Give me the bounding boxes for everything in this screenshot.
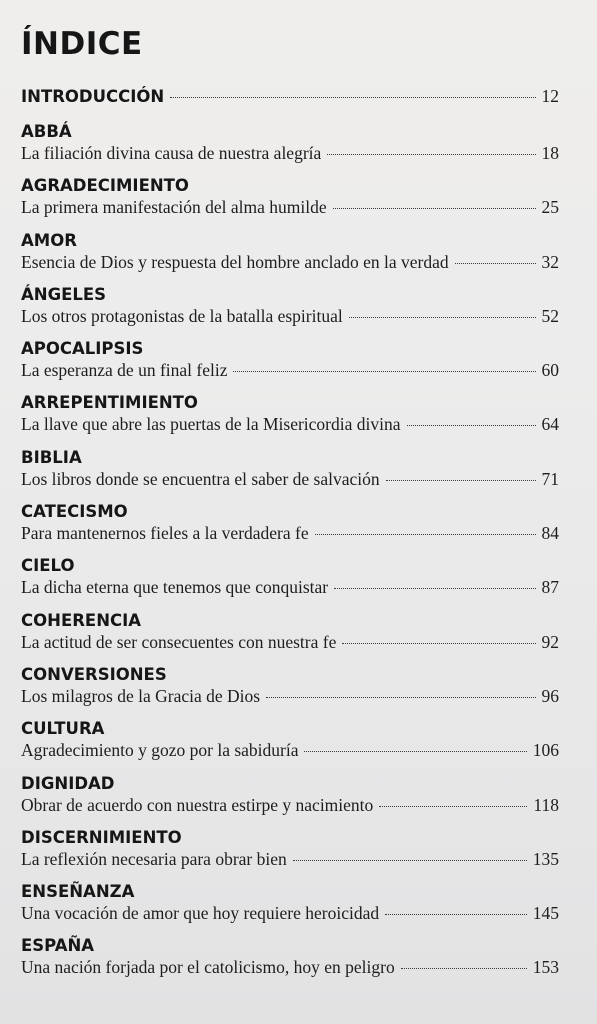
entry-subtitle: Los libros donde se encuentra el saber de salvación xyxy=(21,468,380,489)
index-entry-catecismo xyxy=(21,502,559,556)
index-entry-abba xyxy=(21,122,559,176)
dot-leader xyxy=(401,968,527,969)
dot-leader xyxy=(386,480,536,481)
entry-page-number: 84 xyxy=(541,523,559,544)
entry-page-number: 12 xyxy=(541,86,559,106)
entry-line xyxy=(21,631,559,653)
entry-heading: ENSEÑANZA xyxy=(21,882,135,902)
dot-leader xyxy=(293,860,527,861)
entry-subtitle: Obrar de acuerdo con nuestra estirpe y nacimiento xyxy=(21,794,374,815)
dot-leader xyxy=(455,263,536,264)
entry-page-number: 135 xyxy=(532,848,559,869)
entry-page-number: 71 xyxy=(541,468,559,489)
entry-page-number: 92 xyxy=(541,631,559,652)
entry-heading: CIELO xyxy=(21,556,75,576)
entry-line xyxy=(21,359,559,381)
index-entry-biblia xyxy=(21,448,559,502)
dot-leader xyxy=(349,317,536,318)
entry-line xyxy=(21,685,559,707)
entry-page-number: 52 xyxy=(541,305,559,326)
entry-heading: CULTURA xyxy=(21,719,105,739)
entry-subtitle: Una nación forjada por el catolicismo, hoy en peligro xyxy=(21,957,395,978)
entry-subtitle: La esperanza de un final feliz xyxy=(21,360,228,381)
dot-leader xyxy=(170,97,535,98)
entry-subtitle: Esencia de Dios y respuesta del hombre anclado en la verdad xyxy=(21,251,449,272)
dot-leader xyxy=(407,425,536,426)
index-entry-cielo xyxy=(21,556,559,610)
entry-page-number: 106 xyxy=(532,740,559,761)
index-entry-angeles xyxy=(21,285,559,339)
index-entry-apocalipsis xyxy=(21,339,559,393)
entry-page-number: 64 xyxy=(541,414,559,435)
entry-heading: ESPAÑA xyxy=(21,936,95,956)
index-entry-cultura xyxy=(21,719,559,773)
entry-heading: ÁNGELES xyxy=(21,284,107,304)
entry-subtitle: Los milagros de la Gracia de Dios xyxy=(21,685,261,706)
entry-heading: ARREPENTIMIENTO xyxy=(21,393,198,413)
index-entry-agradecimiento xyxy=(21,176,559,230)
index-entry-dignidad xyxy=(21,774,559,828)
entry-subtitle: Agradecimiento y gozo por la sabiduría xyxy=(21,740,299,761)
entry-page-number: 25 xyxy=(541,197,559,218)
dot-leader xyxy=(233,371,535,372)
index-entry-ensenanza xyxy=(21,882,559,936)
entry-line xyxy=(21,196,559,218)
entry-page-number: 87 xyxy=(541,577,559,598)
entry-line xyxy=(21,413,559,435)
index-entry-discernimiento xyxy=(21,828,559,882)
entry-heading: BIBLIA xyxy=(21,447,82,467)
dot-leader xyxy=(315,534,536,535)
entry-subtitle: Una vocación de amor que hoy requiere heroicidad xyxy=(21,903,380,924)
entry-line xyxy=(21,739,559,761)
entry-page-number: 153 xyxy=(532,957,559,978)
entry-line xyxy=(21,85,559,107)
entry-line xyxy=(21,848,559,870)
entry-heading: CONVERSIONES xyxy=(21,664,167,684)
entry-page-number: 60 xyxy=(541,360,559,381)
entry-page-number: 145 xyxy=(532,903,559,924)
dot-leader xyxy=(342,643,535,644)
entry-subtitle: La dicha eterna que tenemos que conquistar xyxy=(21,577,329,598)
index-title: ÍNDICE xyxy=(21,26,143,62)
index-entry-amor xyxy=(21,231,559,285)
entry-heading: DISCERNIMIENTO xyxy=(21,827,182,847)
dot-leader xyxy=(379,806,527,807)
entry-heading: DIGNIDAD xyxy=(21,773,115,793)
entry-subtitle: Para mantenernos fieles a la verdadera fe xyxy=(21,523,309,544)
entry-subtitle: La filiación divina causa de nuestra alegría xyxy=(21,143,322,163)
dot-leader xyxy=(385,914,527,915)
entry-subtitle: Los otros protagonistas de la batalla espiritual xyxy=(21,305,343,326)
entry-line xyxy=(21,956,559,978)
index-entry-coherencia xyxy=(21,611,559,665)
entry-line xyxy=(21,794,559,816)
dot-leader xyxy=(327,154,535,155)
entry-line xyxy=(21,468,559,490)
entry-heading: CATECISMO xyxy=(21,502,128,522)
entry-subtitle: La reflexión necesaria para obrar bien xyxy=(21,848,287,869)
entry-page-number: 18 xyxy=(541,143,559,163)
index-entry-introduccion xyxy=(21,85,559,122)
entry-subtitle: La actitud de ser consecuentes con nuestra fe xyxy=(21,631,337,652)
dot-leader xyxy=(266,697,535,698)
entry-heading: COHERENCIA xyxy=(21,610,142,630)
dot-leader xyxy=(304,751,526,752)
entry-line xyxy=(21,142,559,164)
entry-line xyxy=(21,902,559,924)
entry-heading: AGRADECIMIENTO xyxy=(21,176,189,196)
entry-page-number: 96 xyxy=(541,685,559,706)
entry-page-number: 32 xyxy=(541,251,559,272)
index-entry-arrepentimiento xyxy=(21,393,559,447)
entry-heading: AMOR xyxy=(21,230,77,250)
entry-line xyxy=(21,522,559,544)
entry-line xyxy=(21,576,559,598)
entry-subtitle: La llave que abre las puertas de la Misericordia divina xyxy=(21,414,401,435)
entry-line xyxy=(21,251,559,273)
index-entry-espana xyxy=(21,936,559,990)
entry-subtitle: La primera manifestación del alma humilde xyxy=(21,197,327,218)
dot-leader xyxy=(333,208,536,209)
entry-heading: INTRODUCCIÓN xyxy=(21,87,165,106)
index-entry-conversiones xyxy=(21,665,559,719)
index-entries xyxy=(21,85,559,991)
entry-page-number: 118 xyxy=(533,794,559,815)
entry-heading: APOCALIPSIS xyxy=(21,339,144,359)
dot-leader xyxy=(334,588,535,589)
entry-heading: ABBÁ xyxy=(21,122,72,141)
entry-line xyxy=(21,305,559,327)
